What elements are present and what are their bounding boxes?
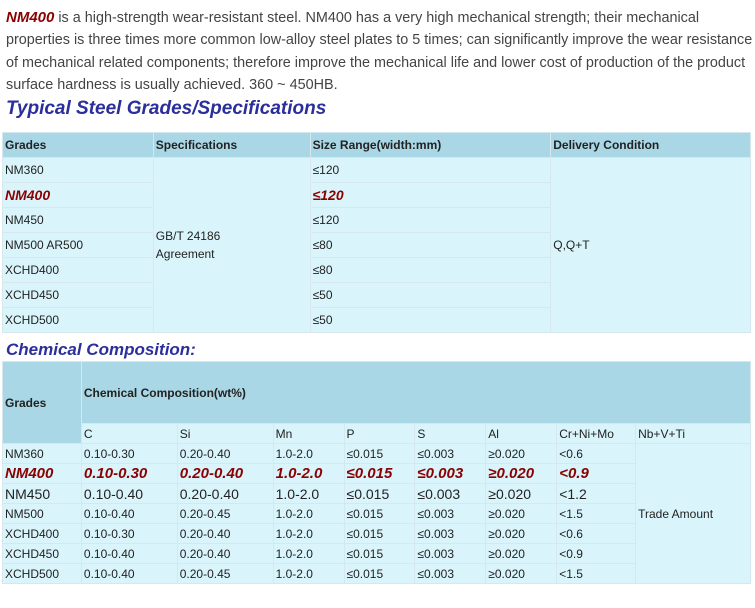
chem-grade-cell: XCHD500 [3, 564, 82, 584]
spec-table [2, 132, 751, 333]
chem-value-cell: ≥0.020 [486, 564, 557, 584]
chem-header-grades: Grades [3, 362, 82, 444]
spec-size-cell: ≤120 [310, 158, 551, 183]
chem-value-cell: ≥0.020 [486, 464, 557, 484]
spec-grade-cell: NM450 [3, 208, 154, 233]
chem-value-cell: <0.6 [557, 444, 636, 464]
chem-value-cell: 0.10-0.30 [81, 524, 177, 544]
element-header-si: Si [177, 424, 273, 444]
chem-grade-cell: NM400 [3, 464, 82, 484]
chem-grade-cell: NM450 [3, 484, 82, 504]
chem-value-cell: <0.9 [557, 464, 636, 484]
spec-size-cell: ≤50 [310, 283, 551, 308]
chem-value-cell: 1.0-2.0 [273, 564, 344, 584]
intro-lead: NM400 [6, 9, 55, 26]
spec-size-cell: ≤50 [310, 308, 551, 333]
chem-value-cell: <0.9 [557, 544, 636, 564]
chem-header-row [3, 362, 751, 424]
table-row [3, 444, 751, 464]
chem-value-cell: 1.0-2.0 [273, 444, 344, 464]
spec-size-cell: ≤120 [310, 208, 551, 233]
chem-value-cell: ≤0.015 [344, 544, 415, 564]
chem-value-cell: 0.20-0.40 [177, 544, 273, 564]
element-header-s: S [415, 424, 486, 444]
chem-value-cell: 0.10-0.40 [81, 564, 177, 584]
chem-grade-cell: XCHD450 [3, 544, 82, 564]
spec-size-cell: ≤80 [310, 233, 551, 258]
chem-value-cell: ≤0.015 [344, 484, 415, 504]
chem-value-cell: 0.10-0.40 [81, 504, 177, 524]
chem-value-cell: ≤0.003 [415, 564, 486, 584]
chem-value-cell: 0.20-0.45 [177, 564, 273, 584]
chem-value-cell: 1.0-2.0 [273, 544, 344, 564]
chem-value-cell: ≥0.020 [486, 544, 557, 564]
chem-value-cell: <1.5 [557, 564, 636, 584]
chem-value-cell: 0.10-0.30 [81, 464, 177, 484]
chem-grade-cell: XCHD400 [3, 524, 82, 544]
chem-header-composition: Chemical Composition(wt%) [81, 362, 750, 424]
chem-value-cell: <0.6 [557, 524, 636, 544]
chem-value-cell: ≤0.015 [344, 504, 415, 524]
chem-value-cell: 0.10-0.40 [81, 544, 177, 564]
spec-grade-cell: XCHD450 [3, 283, 154, 308]
chem-value-cell: 1.0-2.0 [273, 464, 344, 484]
chem-table [2, 361, 751, 584]
chem-value-cell: ≤0.015 [344, 524, 415, 544]
chem-value-cell: ≤0.015 [344, 564, 415, 584]
chem-value-cell: 0.10-0.40 [81, 484, 177, 504]
spec-grade-cell: XCHD400 [3, 258, 154, 283]
element-header-mn: Mn [273, 424, 344, 444]
spec-specification-cell [153, 158, 310, 333]
spec-standard: GB/T 24186 [155, 229, 221, 243]
chem-value-cell: ≥0.020 [486, 524, 557, 544]
chem-value-cell: ≤0.003 [415, 504, 486, 524]
element-header-crnimo: Cr+Ni+Mo [557, 424, 636, 444]
spec-size-cell: ≤120 [310, 183, 551, 208]
chem-value-cell: 1.0-2.0 [273, 484, 344, 504]
chem-value-cell: ≤0.003 [415, 524, 486, 544]
chem-value-cell: ≥0.020 [486, 444, 557, 464]
chem-value-cell: ≥0.020 [486, 484, 557, 504]
spec-header-size-range: Size Range(width:mm) [310, 133, 551, 158]
spec-header-delivery: Delivery Condition [551, 133, 751, 158]
spec-section-title: Typical Steel Grades/Specifications [6, 98, 327, 119]
element-header-al: Al [486, 424, 557, 444]
chem-value-cell: 0.20-0.40 [177, 484, 273, 504]
chem-value-cell: ≤0.003 [415, 544, 486, 564]
chem-value-cell: ≤0.015 [344, 444, 415, 464]
chem-value-cell: ≤0.003 [415, 444, 486, 464]
chem-value-cell: 0.20-0.40 [177, 524, 273, 544]
chem-grade-cell: NM500 [3, 504, 82, 524]
spec-grade-cell: NM400 [3, 183, 154, 208]
element-header-p: P [344, 424, 415, 444]
chem-value-cell: 0.20-0.40 [177, 444, 273, 464]
spec-agreement: Agreement [155, 247, 215, 261]
spec-size-cell: ≤80 [310, 258, 551, 283]
intro-paragraph [6, 7, 754, 97]
spec-header-grades: Grades [3, 133, 154, 158]
spec-delivery-cell: Q,Q+T [551, 158, 751, 333]
table-row [3, 158, 751, 183]
chem-element-row [3, 424, 751, 444]
chem-grade-cell: NM360 [3, 444, 82, 464]
chem-value-cell: 0.10-0.30 [81, 444, 177, 464]
chem-value-cell: ≥0.020 [486, 504, 557, 524]
chem-section-title: Chemical Composition: [6, 340, 196, 359]
chem-value-cell: ≤0.003 [415, 484, 486, 504]
spec-header-row [3, 133, 751, 158]
chem-value-cell: 0.20-0.45 [177, 504, 273, 524]
chem-value-cell: ≤0.015 [344, 464, 415, 484]
spec-header-specifications: Specifications [153, 133, 310, 158]
intro-text: is a high-strength wear-resistant steel. NM400 has a very high mechanical strength; their mechanical properties is three times more common low-alloy steel plates to 5 times; can significantly improve the wear resistance of mechanical related components; therefore improve the mechanical life and lower cost of production of the product surface hardness is usually achieved. 360 ~ 450HB. [6, 10, 753, 94]
chem-value-cell: <1.5 [557, 504, 636, 524]
chem-value-cell: ≤0.003 [415, 464, 486, 484]
spec-grade-cell: NM500 AR500 [3, 233, 154, 258]
chem-value-cell: 0.20-0.40 [177, 464, 273, 484]
spec-grade-cell: XCHD500 [3, 308, 154, 333]
chem-trade-amount-cell: Trade Amount [636, 444, 751, 584]
spec-grade-cell: NM360 [3, 158, 154, 183]
chem-value-cell: 1.0-2.0 [273, 504, 344, 524]
chem-value-cell: <1.2 [557, 484, 636, 504]
chem-value-cell: 1.0-2.0 [273, 524, 344, 544]
element-header-nbvti: Nb+V+Ti [636, 424, 751, 444]
element-header-c: C [81, 424, 177, 444]
